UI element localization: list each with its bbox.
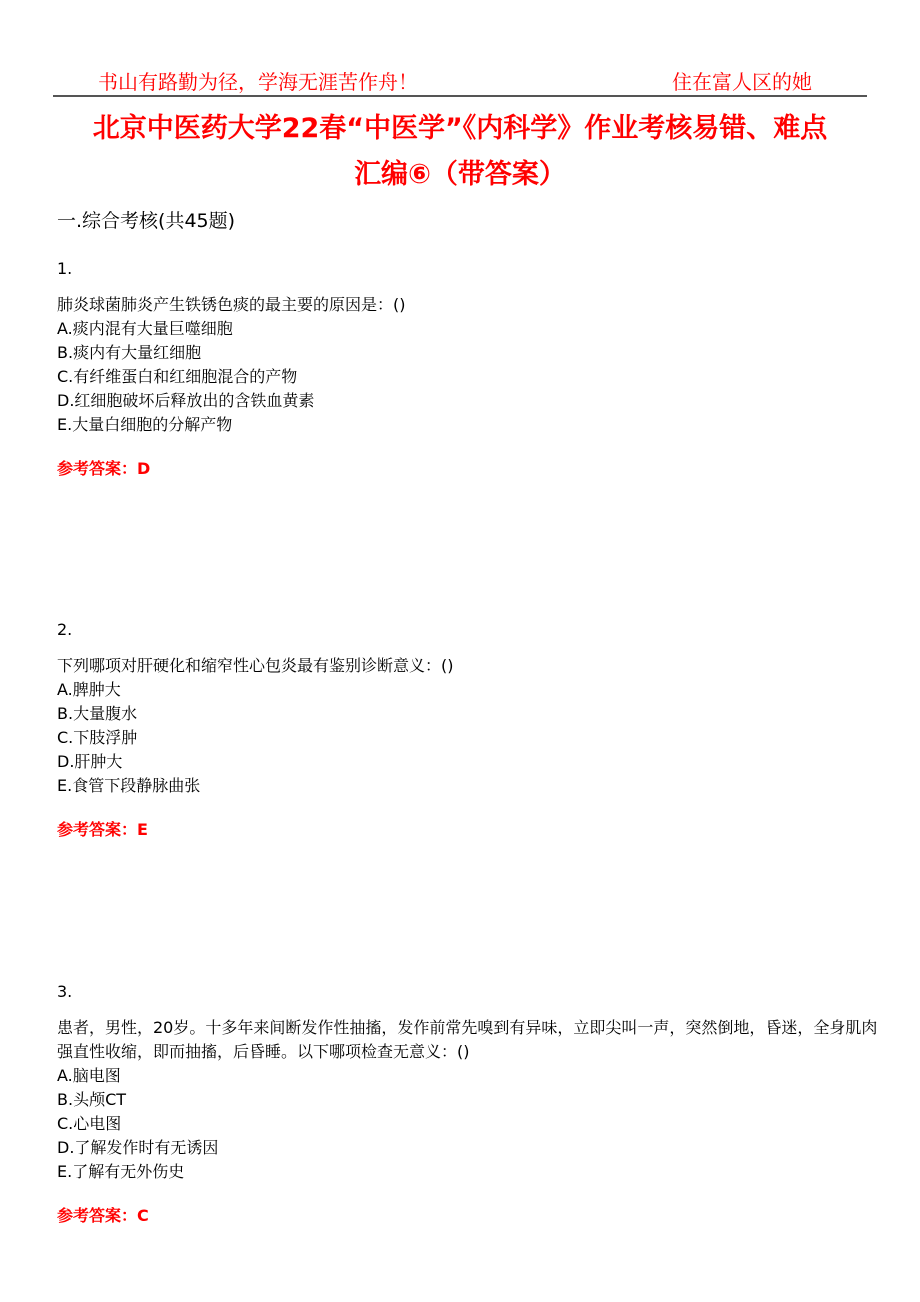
- question-number: 1.: [57, 259, 73, 278]
- question-number: 3.: [57, 982, 73, 1001]
- question-2: [57, 618, 887, 842]
- option-e: E.大量白细胞的分解产物: [57, 415, 233, 434]
- option-c: C.心电图: [57, 1114, 122, 1133]
- option-a: A.脾肿大: [57, 680, 121, 699]
- option-c: C.下肢浮肿: [57, 728, 138, 747]
- reference-answer: 参考答案：E: [57, 820, 148, 839]
- header-motto: 书山有路勤为径，学海无涯苦作舟！: [98, 70, 418, 94]
- reference-answer: 参考答案：C: [57, 1206, 149, 1225]
- option-a: A.痰内混有大量巨噬细胞: [57, 319, 233, 338]
- question-3: [57, 980, 887, 1228]
- question-stem: 下列哪项对肝硬化和缩窄性心包炎最有鉴别诊断意义：(): [57, 656, 454, 675]
- question-stem: 患者，男性，20岁。十多年来间断发作性抽搐，发作前常先嗅到有异味，立即尖叫一声，突然倒地，昏迷，全身肌肉强直性收缩，即而抽搐，后昏睡。以下哪项检查无意义：(): [57, 1018, 878, 1061]
- option-e: E.了解有无外伤史: [57, 1162, 185, 1181]
- header-author: 住在富人区的她: [672, 70, 812, 94]
- option-b: B.大量腹水: [57, 704, 138, 723]
- question-1: [57, 257, 887, 481]
- section-heading: 一.综合考核(共45题): [57, 210, 236, 232]
- option-b: B.头颅CT: [57, 1090, 127, 1109]
- option-c: C.有纤维蛋白和红细胞混合的产物: [57, 367, 298, 386]
- option-d: D.肝肿大: [57, 752, 123, 771]
- option-e: E.食管下段静脉曲张: [57, 776, 201, 795]
- reference-answer: 参考答案：D: [57, 459, 151, 478]
- option-d: D.红细胞破坏后释放出的含铁血黄素: [57, 391, 315, 410]
- document-title-line-2: 汇编⑥（带答案）: [354, 159, 566, 190]
- option-d: D.了解发作时有无诱因: [57, 1138, 219, 1157]
- question-stem: 肺炎球菌肺炎产生铁锈色痰的最主要的原因是：(): [57, 295, 406, 314]
- question-number: 2.: [57, 620, 73, 639]
- header-divider: [53, 95, 867, 97]
- option-b: B.痰内有大量红细胞: [57, 343, 202, 362]
- document-title-line-1: 北京中医药大学22春“中医学”《内科学》作业考核易错、难点: [92, 113, 828, 144]
- option-a: A.脑电图: [57, 1066, 121, 1085]
